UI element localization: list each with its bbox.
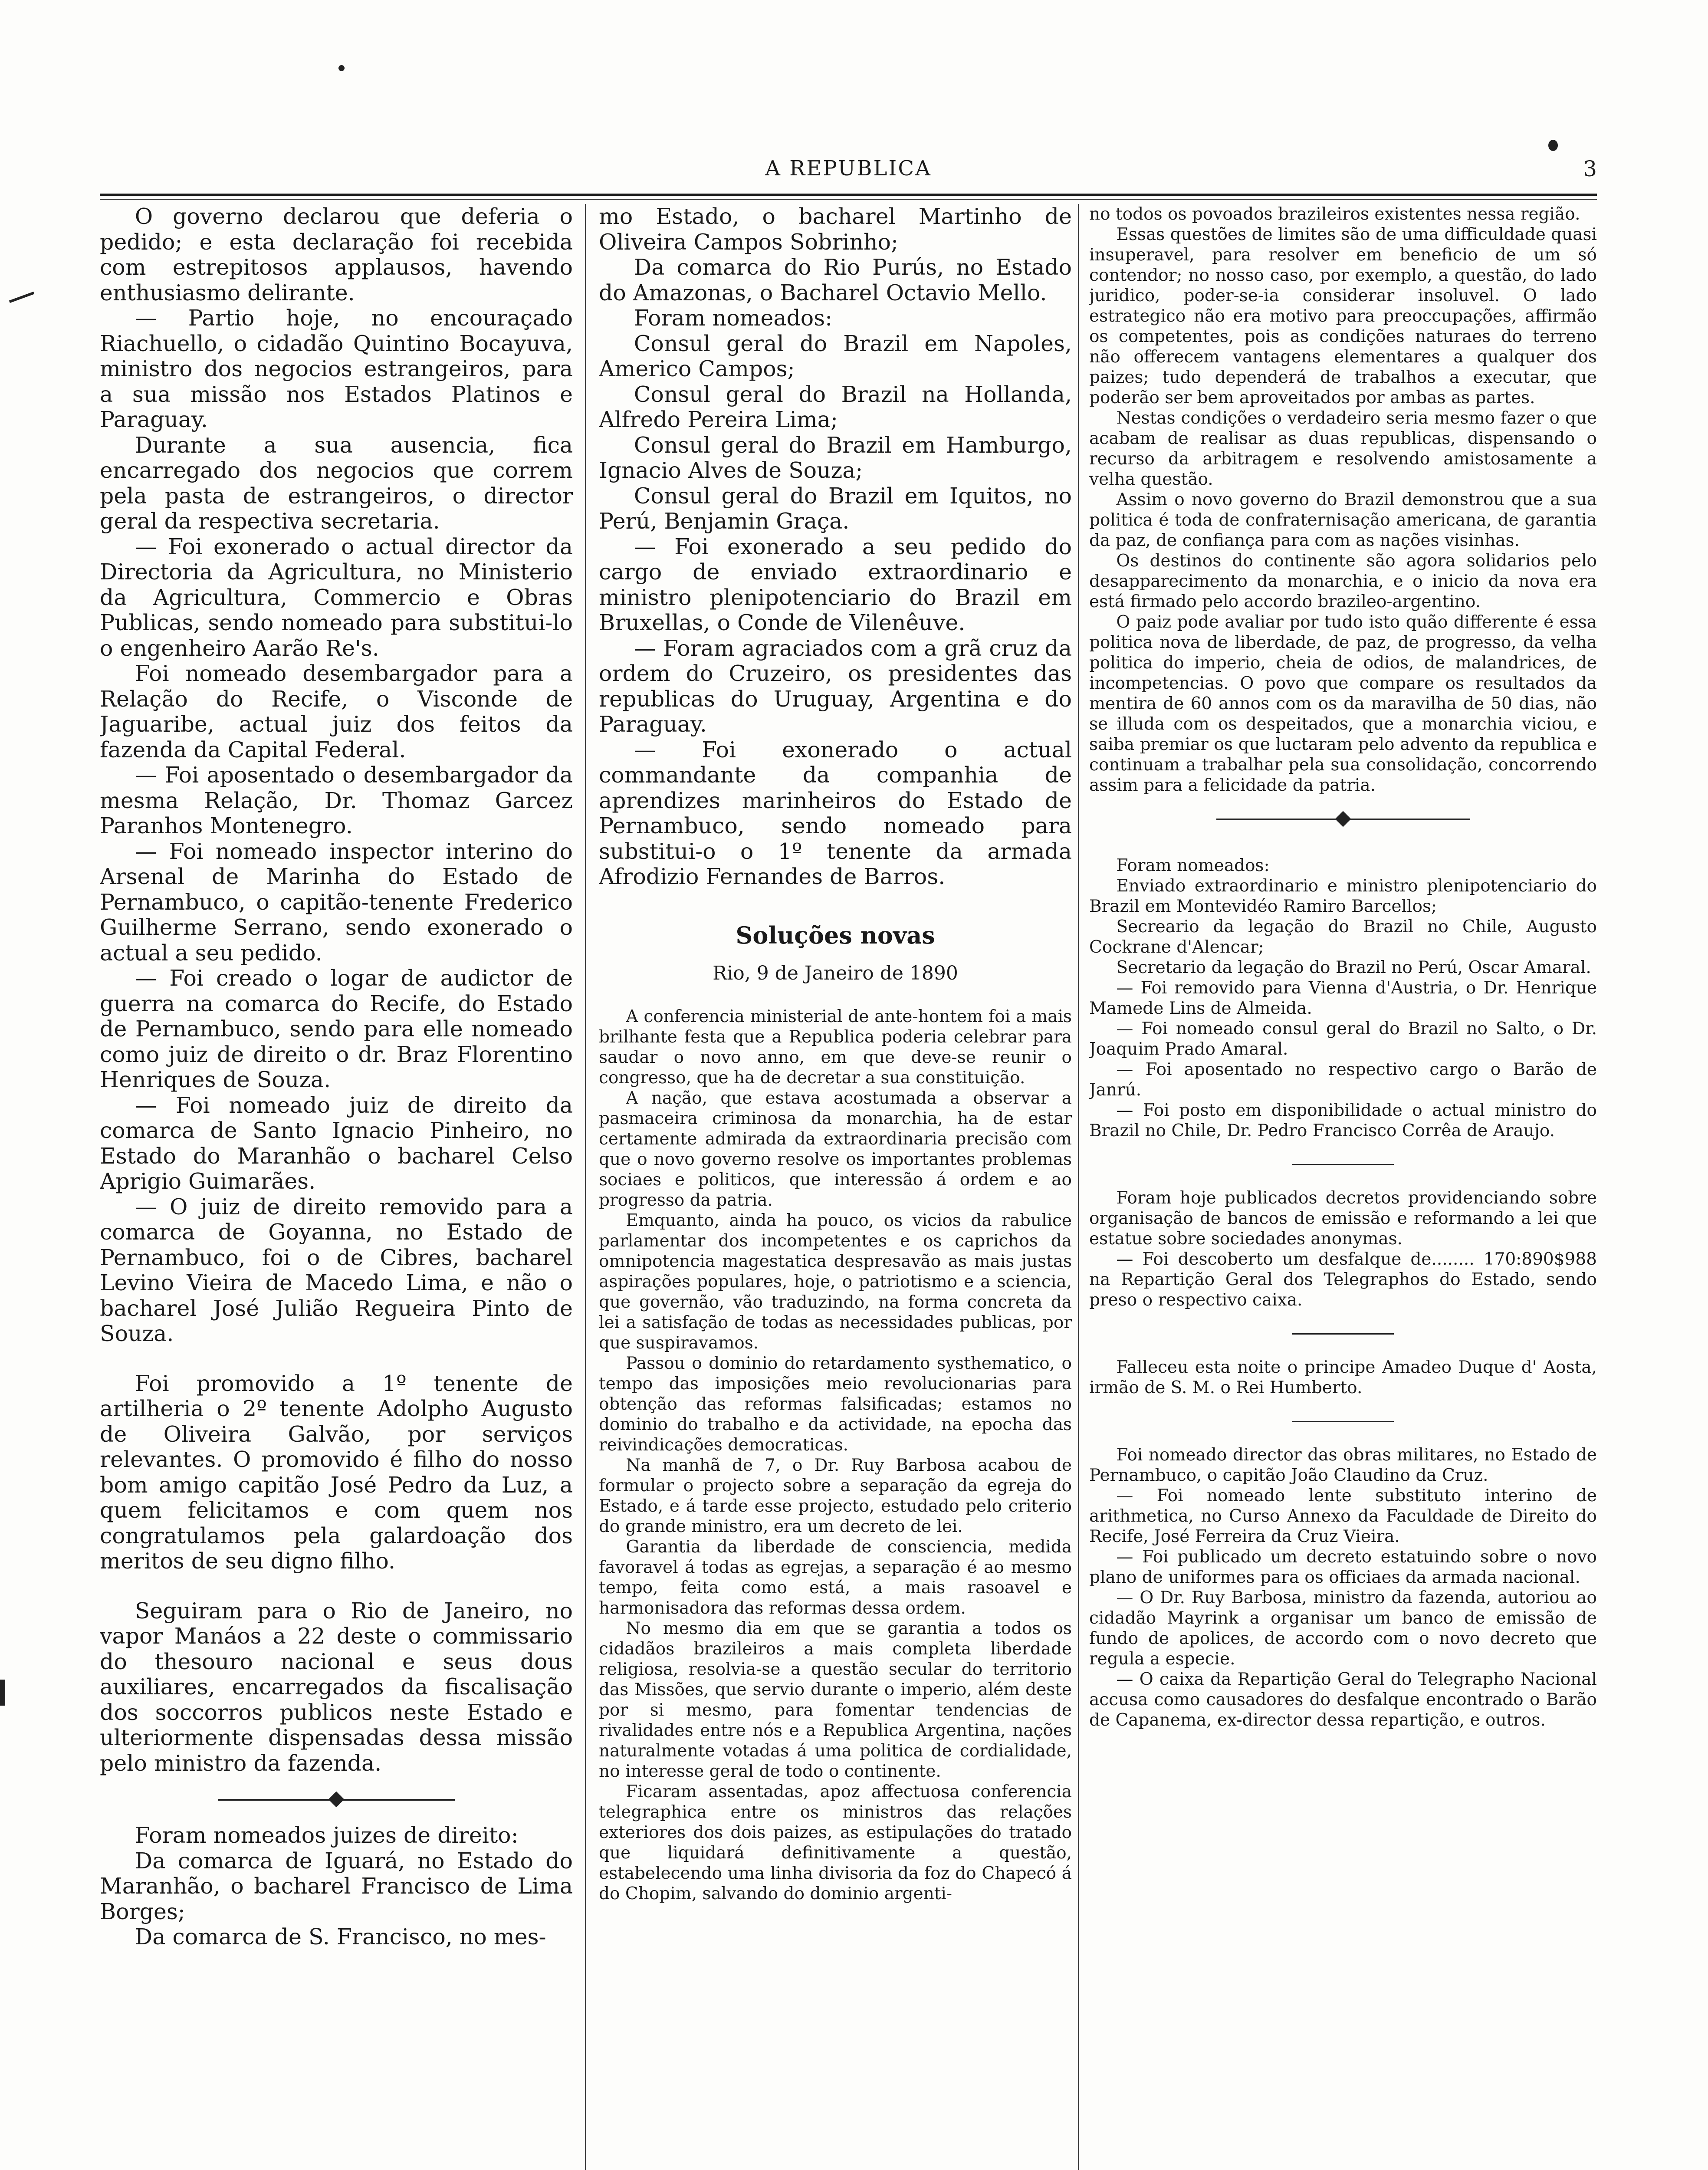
paragraph: Da comarca de Iguará, no Estado do Maranhão, o bacharel Francisco de Lima Borges; bbox=[100, 1848, 573, 1924]
paragraph: Foi nomeado director das obras militares, no Estado de Pernambuco, o capitão João Claudino da Cruz. bbox=[1089, 1445, 1597, 1485]
column-separator bbox=[585, 204, 586, 2170]
newspaper-title: A REPUBLICA bbox=[765, 156, 932, 181]
spacer bbox=[100, 1347, 573, 1371]
paragraph: — O juiz de direito removido para a comarca de Goyanna, no Estado de Pernambuco, foi o de Cibres, bacharel Levino Vieira de Macedo Lima, e não o bacharel José Julião Regueira Pinto de Souza. bbox=[100, 1194, 573, 1346]
paragraph: O governo declarou que deferia o pedido; e esta declaração foi recebida com estrepitosos applausos, havendo enthusiasmo delirante. bbox=[100, 204, 573, 306]
paragraph: Nestas condições o verdadeiro seria mesmo fazer o que acabam de realisar as duas republicas, dispensando o recurso da arbitragem e resolvendo amistosamente a velha questão. bbox=[1089, 408, 1597, 489]
paragraph: Seguiram para o Rio de Janeiro, no vapor Manáos a 22 deste o commissario do thesouro nacional e seus dous auxiliares, encarregados da fiscalisação dos soccorros publicos neste Estado e ulteriormente dispensadas dessa missão pelo ministro da fazenda. bbox=[100, 1598, 573, 1776]
paragraph: — Foi aposentado o desembargador da mesma Relação, Dr. Thomaz Garcez Paranhos Montenegro. bbox=[100, 762, 573, 838]
paragraph: Foram nomeados: bbox=[1116, 856, 1270, 875]
paragraph: Foram nomeados juizes de direito: bbox=[135, 1822, 519, 1848]
paragraph: — Foi descoberto um desfalque de........ 170:890$988 na Repartição Geral dos Telegraphos do Estado, sendo preso o respectivo caixa. bbox=[1089, 1249, 1597, 1310]
dateline: Rio, 9 de Janeiro de 1890 bbox=[713, 962, 958, 984]
paragraph: Secreario da legação do Brazil no Chile, Augusto Cockrane d'Alencar; bbox=[1089, 917, 1597, 957]
print-speck bbox=[338, 65, 345, 71]
column-3 bbox=[1089, 204, 1597, 2170]
paragraph: — Partio hoje, no encouraçado Riachuello, o cidadão Quintino Bocayuva, ministro dos negocios estrangeiros, para a sua missão nos Estados Platinos e Paraguay. bbox=[100, 305, 573, 432]
paragraph: Os destinos do continente são agora solidarios pelo desapparecimento da monarchia, e o inicio da nova era está firmado pelo accordo brazileo-argentino. bbox=[1089, 551, 1597, 612]
paragraph: Consul geral do Brazil em Napoles, Americo Campos; bbox=[599, 330, 1072, 381]
spacer bbox=[100, 1574, 573, 1598]
ornament-divider bbox=[1089, 1415, 1597, 1428]
paragraph: — Foi exonerado o actual commandante da companhia de aprendizes marinheiros do Estado de Pernambuco, sendo nomeado para substitui-o o 1º tenente da armada Afrodizio Fernandes de Barros. bbox=[599, 736, 1072, 889]
paragraph: Garantia da liberdade de consciencia, medida favoravel á todas as egrejas, a separação é ao mesmo tempo, feita como está, a mais rasoavel e harmonisadora das reformas dessa ordem. bbox=[599, 1537, 1072, 1618]
paragraph: — Foi publicado um decreto estatuindo sobre o novo plano de uniformes para os officiaes da armada nacional. bbox=[1089, 1547, 1597, 1587]
column-1 bbox=[100, 204, 573, 2170]
paragraph: — Foi exonerado a seu pedido do cargo de enviado extraordinario e ministro plenipotenciario do Brazil em Bruxellas, o Conde de Vilenêuve. bbox=[599, 533, 1072, 635]
paragraph: Foi promovido a 1º tenente de artilheria o 2º tenente Adolpho Augusto de Oliveira Galvão, por serviços relevantes. O promovido é filho do nosso bom amigo capitão José Pedro da Luz, a quem felicitamos e com quem nos congratulamos pela galardoação dos meritos de seu digno filho. bbox=[100, 1370, 573, 1574]
paragraph: Emquanto, ainda ha pouco, os vicios da rabulice parlamentar dos incompetentes e os caprichos da omnipotencia magestatica despresavão as mais justas aspirações populares, hoje, o patriotismo e a sciencia, que governão, vão traduzindo, na forma concreta da lei a satisfação de todas as necessidades publicas, por que suspiravamos. bbox=[599, 1210, 1072, 1353]
ornament-divider bbox=[1089, 1328, 1597, 1341]
paragraph: — Foi removido para Vienna d'Austria, o Dr. Henrique Mamede Lins de Almeida. bbox=[1089, 978, 1597, 1018]
paragraph: A nação, que estava acostumada a observar a pasmaceira criminosa da monarchia, ha de estar certamente admirada da extraordinaria precisão com que o novo governo resolve os importantes problemas sociaes e politicos, que interessão á ordem e ao progresso da patria. bbox=[599, 1088, 1072, 1210]
paragraph: Passou o dominio do retardamento systhematico, o tempo das imposições meio revolucionarias para obtenção das reformas falsificadas; estamos no dominio do trabalho e da actividade, na epocha das reivindicações democraticas. bbox=[599, 1353, 1072, 1455]
paragraph: Falleceu esta noite o principe Amadeo Duque d' Aosta, irmão de S. M. o Rei Humberto. bbox=[1089, 1358, 1597, 1397]
paragraph: No mesmo dia em que se garantia a todos os cidadãos brazileiros a mais completa liberdade religiosa, resolvia-se a questão secular do territorio das Missões, que servio durante o imperio, além deste por si mesmo, para fomentar tendencias de rivalidades entre nós e a Republica Argentina, nações naturalmente votadas á uma politica de cordialidade, no interesse geral de todo o continente. bbox=[599, 1618, 1072, 1781]
paragraph: Assim o novo governo do Brazil demonstrou que a sua politica é toda de confraternisação americana, de garantia da paz, de confiança para com as nações visinhas. bbox=[1089, 490, 1597, 550]
section-title: Soluções novas bbox=[736, 921, 935, 949]
paragraph: Durante a sua ausencia, fica encarregado dos negocios que correm pela pasta de estrangeiros, o director geral da respectiva secretaria. bbox=[100, 432, 573, 534]
paragraph: — Foi nomeado inspector interino do Arsenal de Marinha do Estado de Pernambuco, o capitão-tenente Frederico Guilherme Serrano, sendo exonerado o actual a seu pedido. bbox=[100, 838, 573, 966]
spacer bbox=[1089, 842, 1597, 855]
ornament-divider bbox=[100, 1793, 573, 1806]
paragraph: O paiz pode avaliar por tudo isto quão differente é essa politica nova de liberdade, de paz, de progresso, da velha politica do imperio, cheia de odios, de malandrices, de incompetencias. O povo que compare os resultados da mentira de 60 annos com os da maravilha de 50 dias, não se illuda com os despeitados, que a monarchia viciou, e saiba premiar os que luctaram pelo advento da republica e continuam a trabalhar pela sua consolidação, concorrendo assim para a felicidade da patria. bbox=[1089, 612, 1597, 795]
paragraph: — Foram agraciados com a grã cruz da ordem do Cruzeiro, os presidentes das republicas do Uruguay, Argentina e do Paraguay. bbox=[599, 635, 1072, 737]
paragraph: — O caixa da Repartição Geral do Telegrapho Nacional accusa como causadores do desfalque encontrado o Barão de Capanema, ex-director dessa repartição, e outros. bbox=[1089, 1670, 1597, 1730]
paragraph: Consul geral do Brazil em Hamburgo, Ignacio Alves de Souza; bbox=[599, 432, 1072, 483]
column-2 bbox=[599, 204, 1072, 2170]
paragraph: — Foi nomeado lente substituto interino de arithmetica, no Curso Annexo da Faculdade de Direito do Recife, José Ferreira da Cruz Vieira. bbox=[1089, 1486, 1597, 1546]
paragraph: mo Estado, o bacharel Martinho de Oliveira Campos Sobrinho; bbox=[599, 204, 1072, 255]
paragraph: Na manhã de 7, o Dr. Ruy Barbosa acabou de formular o projecto sobre a separação da egreja do Estado, e á tarde esse projecto, estudado pelo criterio do grande ministro, era um decreto de lei. bbox=[599, 1455, 1072, 1536]
paragraph: Foi nomeado desembargador para a Relação do Recife, o Visconde de Jaguaribe, actual juiz dos feitos da fazenda da Capital Federal. bbox=[100, 661, 573, 763]
paragraph: — Foi nomeado consul geral do Brazil no Salto, o Dr. Joaquim Prado Amaral. bbox=[1089, 1019, 1597, 1059]
paragraph: Essas questões de limites são de uma difficuldade quasi insuperavel, para resolver em beneficio de um só contendor; no nosso caso, por exemplo, a questão, do lado juridico, poder-se-ia considerar insoluvel. O lado estrategico não era motivo para preoccupações, affirmão os competentes, pois as condições naturaes do terreno não offerecem vantagens elementares a qualquer dos paizes; tudo dependerá de trabalhos a executar, que poderão ser bem aproveitados por ambas as partes. bbox=[1089, 225, 1597, 408]
paragraph: Foram nomeados: bbox=[634, 305, 833, 331]
paragraph: — Foi creado o logar de audictor de guerra na comarca do Recife, do Estado de Pernambuco, sendo para elle nomeado como juiz de direito o dr. Braz Florentino Henriques de Souza. bbox=[100, 965, 573, 1092]
column-separator bbox=[1078, 204, 1079, 2170]
paragraph: — Foi posto em disponibilidade o actual ministro do Brazil no Chile, Dr. Pedro Francisco Corrêa de Araujo. bbox=[1089, 1101, 1597, 1141]
paragraph: A conferencia ministerial de ante-hontem foi a mais brilhante festa que a Republica poderia celebrar para saudar o novo anno, em que deve-se reunir o congresso, que ha de decretar a sua constituição. bbox=[599, 1006, 1072, 1088]
paragraph: Ficaram assentadas, apoz affectuosa conferencia telegraphica entre os ministros das relações exteriores dos dois paizes, as estipulações do tratado que liquidará definitivamente a questão, estabelecendo uma linha divisoria da foz do Chapecó á do Chopim, salvando do dominio argenti- bbox=[599, 1782, 1072, 1904]
paragraph: Secretario da legação do Brazil no Perú, Oscar Amaral. bbox=[1116, 958, 1591, 977]
paragraph: — Foi exonerado o actual director da Directoria da Agricultura, no Ministerio da Agricultura, Commercio e Obras Publicas, sendo nomeado para substitui-lo o engenheiro Aarão Re's. bbox=[100, 533, 573, 661]
header-rule-thin bbox=[100, 199, 1597, 200]
page-edge-mark bbox=[9, 292, 34, 303]
paragraph: Consul geral do Brazil em Iquitos, no Perú, Benjamin Graça. bbox=[599, 483, 1072, 534]
paragraph: — Foi nomeado juiz de direito da comarca de Santo Ignacio Pinheiro, no Estado do Maranhão o bacharel Celso Aprigio Guimarães. bbox=[100, 1092, 573, 1194]
paragraph: no todos os povoados brazileiros existentes nessa região. bbox=[1089, 204, 1580, 224]
paragraph: Foram hoje publicados decretos providenciando sobre organisação de bancos de emissão e reformando a lei que estatue sobre sociedades anonymas. bbox=[1089, 1188, 1597, 1249]
paragraph: — Foi aposentado no respectivo cargo o Barão de Janrú. bbox=[1089, 1060, 1597, 1100]
ornament-divider bbox=[1089, 1158, 1597, 1171]
paragraph: Enviado extraordinario e ministro plenipotenciario do Brazil em Montevidéo Ramiro Barcellos; bbox=[1089, 876, 1597, 916]
page-number: 3 bbox=[1583, 156, 1597, 181]
spacer bbox=[599, 890, 1072, 914]
paragraph: Consul geral do Brazil na Hollanda, Alfredo Pereira Lima; bbox=[599, 381, 1072, 432]
page-edge-mark bbox=[0, 1680, 5, 1706]
paragraph: — O Dr. Ruy Barbosa, ministro da fazenda, autoriou ao cidadão Mayrink a organisar um banco de emissão de fundo de apolices, de accordo com o novo decreto que regula a especie. bbox=[1089, 1588, 1597, 1669]
page-header bbox=[100, 148, 1597, 191]
paragraph: Da comarca de S. Francisco, no mes- bbox=[135, 1924, 546, 1950]
paragraph: Da comarca do Rio Purús, no Estado do Amazonas, o Bacharel Octavio Mello. bbox=[599, 254, 1072, 306]
ornament-divider bbox=[1089, 813, 1597, 826]
header-rule bbox=[100, 194, 1597, 196]
article-body bbox=[599, 1006, 1072, 1904]
